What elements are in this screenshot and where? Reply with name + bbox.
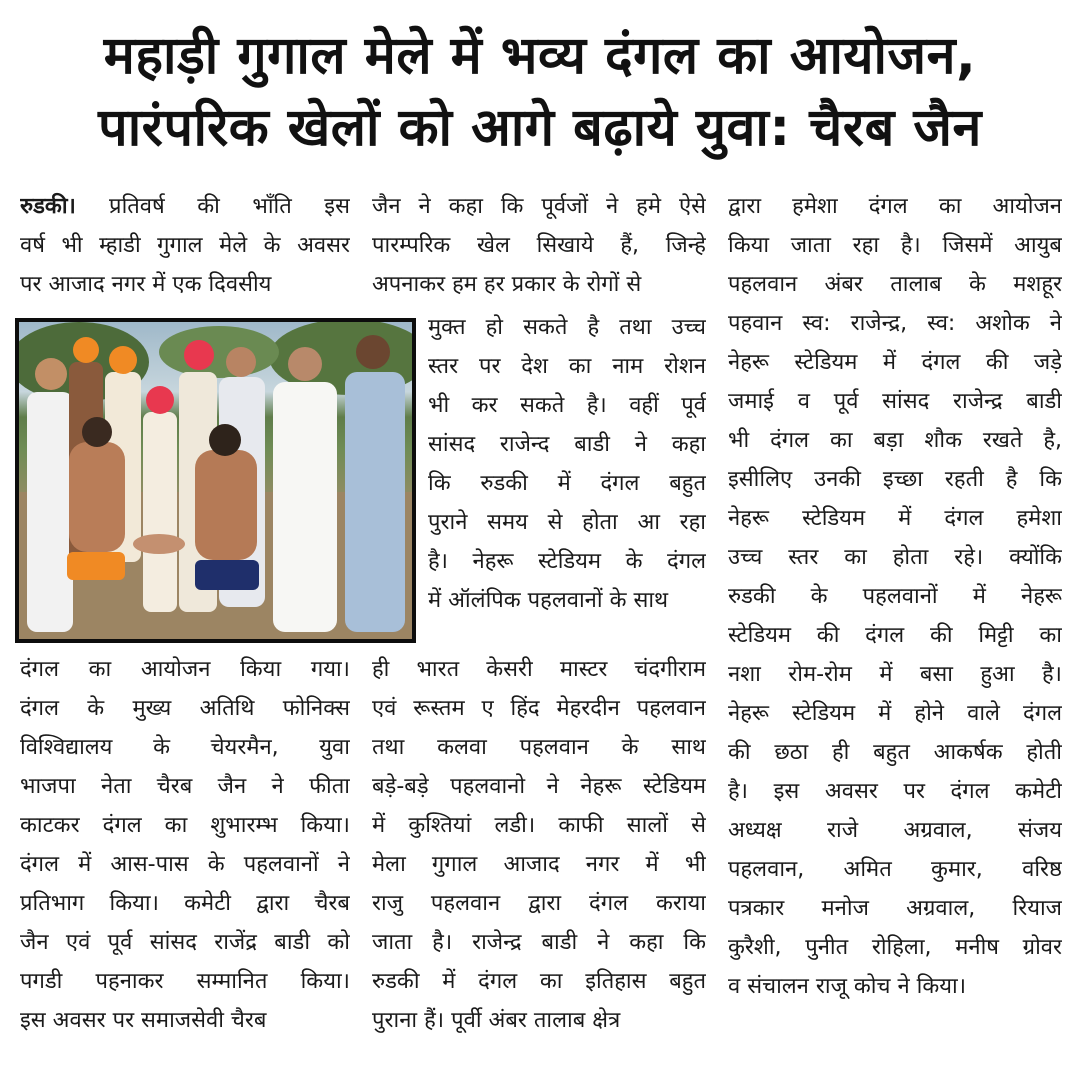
article-line [20,806,350,845]
article-line [728,577,1062,616]
article-column-3 [728,187,1062,1006]
article-line-text: पहवान स्व: राजेन्द्र, स्व: अशोक ने [728,311,1062,336]
article-line-text: दंगल के मुख्य अतिथि फोनिक्स [20,696,350,721]
article-line-text: कि रुडकी में दंगल बहुत [428,471,706,496]
article-line [20,1001,350,1040]
article-line [372,923,706,962]
article-line-text: अपनाकर हम हर प्रकार के रोगों से [372,272,642,297]
article-line [728,226,1062,265]
article-line [428,581,706,620]
article-line [728,499,1062,538]
article-line-text: उच्च स्तर का होता रहे। क्योंकि [728,545,1062,570]
article-column-1-top [20,187,350,304]
article-line [728,967,1062,1006]
article-line [20,728,350,767]
article-line-text: वर्ष भी म्हाडी गुगाल मेले के अवसर [20,233,350,258]
article-line [372,1001,706,1040]
article-line [728,382,1062,421]
article-line-text: राजु पहलवान द्वारा दंगल कराया [372,891,706,916]
article-line [728,616,1062,655]
article-line [728,694,1062,733]
headline [20,20,1060,164]
article-line [728,655,1062,694]
article-line-text: में ऑलंपिक पहलवानों के साथ [428,588,669,613]
article-line-text: स्टेडियम की दंगल की मिट्टी का [728,623,1062,648]
article-line-text: दंगल में आस-पास के पहलवानों ने [20,852,350,877]
article-line-text: जाता है। राजेन्द्र बाडी ने कहा कि [372,930,706,955]
article-line-text: जमाई व पूर्व सांसद राजेन्द्र बाडी [728,389,1062,414]
article-line-text: जैन एवं पूर्व सांसद राजेंद्र बाडी को [20,930,350,955]
article-column-2-bottom [372,650,706,1040]
article-line-text: में कुश्तियां लडी। काफी सालों से [372,813,706,838]
article-line [428,308,706,347]
article-line [428,386,706,425]
article-line-text: पगडी पहनाकर सम्मानित किया। [20,969,350,994]
article-line [372,650,706,689]
article-line [372,884,706,923]
article-line [20,226,350,265]
article-line-text: पत्रकार मनोज अग्रवाल, रियाज [728,896,1062,921]
article-line [728,187,1062,226]
article-line [372,806,706,845]
article-line-text: जैन ने कहा कि पूर्वजों ने हमे ऐसे [372,194,706,219]
article-line-text: व संचालन राजू कोच ने किया। [728,974,967,999]
article-line [728,928,1062,967]
article-line [728,421,1062,460]
article-line [20,187,350,226]
article-line-text: कुरैशी, पुनीत रोहिला, मनीष ग्रोवर [728,935,1062,960]
article-line [428,542,706,581]
article-line-text: की छठा ही बहुत आकर्षक होती [728,740,1062,765]
article-line-text: ही भारत केसरी मास्टर चंदगीराम [372,657,706,682]
article-line-text: है। इस अवसर पर दंगल कमेटी [728,779,1062,804]
article-line [428,425,706,464]
article-line [728,733,1062,772]
article-line [728,343,1062,382]
article-column-1-bottom [20,650,350,1040]
article-line [372,962,706,1001]
article-line-text: प्रतिभाग किया। कमेटी द्वारा चैरब [20,891,350,916]
article-line-text: है। नेहरू स्टेडियम के दंगल [428,549,706,574]
article-line [20,767,350,806]
article-line [20,962,350,1001]
article-line-text: रुडकी के पहलवानों में नेहरू [728,584,1062,609]
article-column-2-top [372,187,706,304]
article-line-text: नेहरू स्टेडियम में दंगल हमेशा [728,506,1062,531]
article-line-text: पुराने समय से होता आ रहा [428,510,706,535]
article-line [372,767,706,806]
article-line [20,923,350,962]
article-line-text: रुडकी में दंगल का इतिहास बहुत [372,969,706,994]
article-line [372,689,706,728]
article-line-text: मेला गुगाल आजाद नगर में भी [372,852,706,877]
dateline: रुडकी। [20,194,110,219]
article-column-2-middle [428,308,706,620]
article-line [372,226,706,265]
article-line-text: नशा रोम-रोम में बसा हुआ है। [728,662,1062,687]
article-line-text: सांसद राजेन्द बाडी ने कहा [428,432,706,457]
article-line-text: बड़े-बड़े पहलवानो ने नेहरू स्टेडियम [372,774,706,799]
article-line [428,503,706,542]
article-line-text: विश्विद्यालय के चेयरमैन, युवा [20,735,350,760]
article-line [20,845,350,884]
article-line-text: पारम्परिक खेल सिखाये हैं, जिन्हे [372,233,706,258]
article-line-text: एवं रूस्तम ए हिंद मेहरदीन पहलवान [372,696,706,721]
article-line-text: नेहरू स्टेडियम में होने वाले दंगल [728,701,1062,726]
article-line [372,728,706,767]
article-line [372,845,706,884]
article-line [728,850,1062,889]
article-line [728,538,1062,577]
article-line [728,811,1062,850]
article-line [728,265,1062,304]
article-line-text: किया जाता रहा है। जिसमें आयुब [728,233,1062,258]
article-line-text: पुराना हैं। पूर्वी अंबर तालाब क्षेत्र [372,1008,621,1033]
article-line-text: दंगल का आयोजन किया गया। [20,657,350,682]
article-line-text: पहलवान अंबर तालाब के मशहूर [728,272,1062,297]
article-line-text: द्वारा हमेशा दंगल का आयोजन [728,194,1062,219]
article-line-text: स्तर पर देश का नाम रोशन [428,354,706,379]
article-line [428,347,706,386]
article-line-text: मुक्त हो सकते है तथा उच्च [428,315,706,340]
article-line [20,650,350,689]
article-line-text: पर आजाद नगर में एक दिवसीय [20,272,272,297]
news-photo [15,318,416,643]
article-line [428,464,706,503]
article-line-text: काटकर दंगल का शुभारम्भ किया। [20,813,350,838]
article-line-text: भाजपा नेता चैरब जैन ने फीता [20,774,350,799]
article-line-text: भी दंगल का बड़ा शौक रखते है, [728,428,1062,453]
article-line [372,187,706,226]
article-line-text: नेहरू स्टेडियम में दंगल की जड़े [728,350,1062,375]
article-line [728,772,1062,811]
article-line [728,304,1062,343]
article-line [20,265,350,304]
article-line-text: अध्यक्ष राजे अग्रवाल, संजय [728,818,1062,843]
article-line [728,460,1062,499]
article-line [20,689,350,728]
article-line [728,889,1062,928]
article-line-text: पहलवान, अमित कुमार, वरिष्ठ [728,857,1062,882]
article-line-text: इस अवसर पर समाजसेवी चैरब [20,1008,267,1033]
article-line [372,265,706,304]
article-line-text: भी कर सकते है। वहीं पूर्व [428,393,706,418]
article-line-text: तथा कलवा पहलवान के साथ [372,735,706,760]
article-line [20,884,350,923]
article-line-text: इसीलिए उनकी इच्छा रहती है कि [728,467,1062,492]
headline-line-2: पारंपरिक खेलों को आगे बढ़ाये युवा: चैरब जैन [98,98,982,158]
headline-line-1: महाड़ी गुगाल मेले में भव्य दंगल का आयोजन, [103,26,977,86]
article-line-text: प्रतिवर्ष की भाँति इस [109,194,350,219]
